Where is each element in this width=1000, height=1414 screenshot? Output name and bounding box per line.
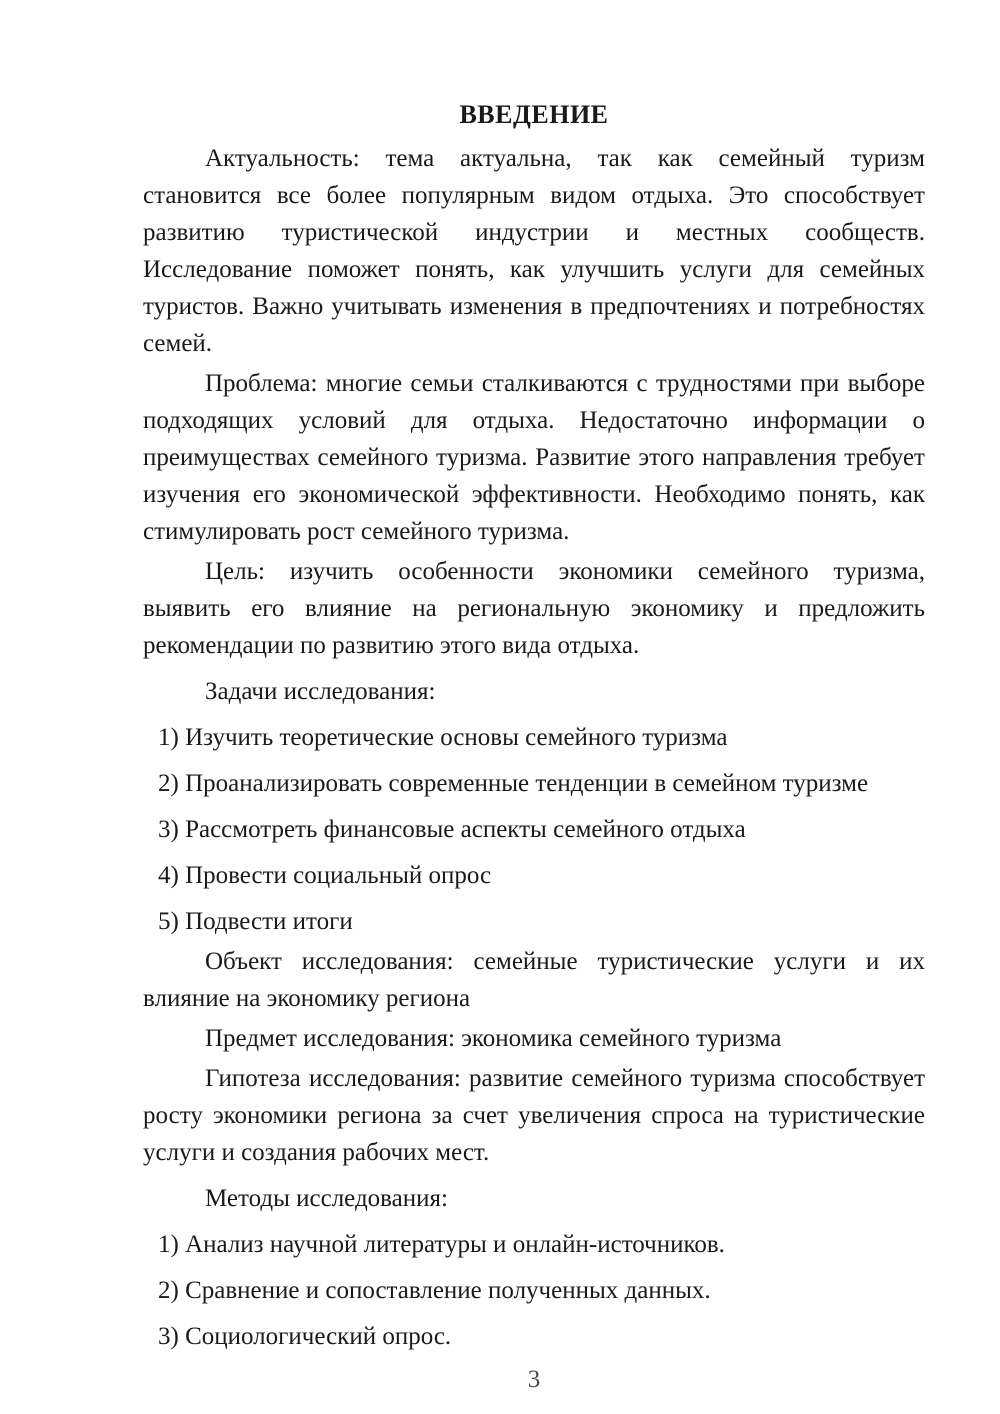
method-item: 2) Сравнение и сопоставление полученных данных. bbox=[158, 1277, 711, 1304]
task-item: 2) Проанализировать современные тенденции в семейном туризме bbox=[158, 770, 869, 797]
document-page bbox=[143, 0, 925, 1398]
paragraph-relevance: Актуальность: тема актуальна, так как семейный туризм становится все более популярным видом отдыха. Это способствует развитию туристической индустрии и местных сообществ. Исследование поможет понять, как улучшить услуги для семейных туристов. Важно учитывать изменения в предпочтениях и потребностях семей. bbox=[143, 145, 925, 357]
method-item: 3) Социологический опрос. bbox=[158, 1323, 452, 1350]
page-number: 3 bbox=[527, 1366, 541, 1393]
task-item: 5) Подвести итоги bbox=[158, 908, 353, 935]
paragraph-subject: Предмет исследования: экономика семейного туризма bbox=[205, 1025, 782, 1052]
task-item: 4) Провести социальный опрос bbox=[158, 862, 492, 889]
task-item: 3) Рассмотреть финансовые аспекты семейного отдыха bbox=[158, 816, 746, 843]
paragraph-problem: Проблема: многие семьи сталкиваются с трудностями при выборе подходящих условий для отдыха. Недостаточно информации о преимуществах семейного туризма. Развитие этого направления требует изучения его экономической эффективности. Необходимо понять, как стимулировать рост семейного туризма. bbox=[143, 370, 925, 545]
section-heading-methods: Методы исследования: bbox=[205, 1185, 448, 1212]
paragraph-object: Объект исследования: семейные туристические услуги и их влияние на экономику региона bbox=[143, 948, 925, 1012]
paragraph-hypothesis: Гипотеза исследования: развитие семейного туризма способствует росту экономики региона за счет увеличения спроса на туристические услуги и создания рабочих мест. bbox=[143, 1065, 925, 1166]
paragraph-goal: Цель: изучить особенности экономики семейного туризма, выявить его влияние на региональную экономику и предложить рекомендации по развитию этого вида отдыха. bbox=[143, 558, 925, 659]
methods-list bbox=[143, 1226, 925, 1355]
tasks-list bbox=[143, 719, 925, 940]
task-item: 1) Изучить теоретические основы семейного туризма bbox=[158, 724, 728, 751]
document-title: ВВЕДЕНИЕ bbox=[459, 100, 609, 129]
section-heading-tasks: Задачи исследования: bbox=[205, 678, 436, 705]
method-item: 1) Анализ научной литературы и онлайн-источников. bbox=[158, 1231, 725, 1258]
